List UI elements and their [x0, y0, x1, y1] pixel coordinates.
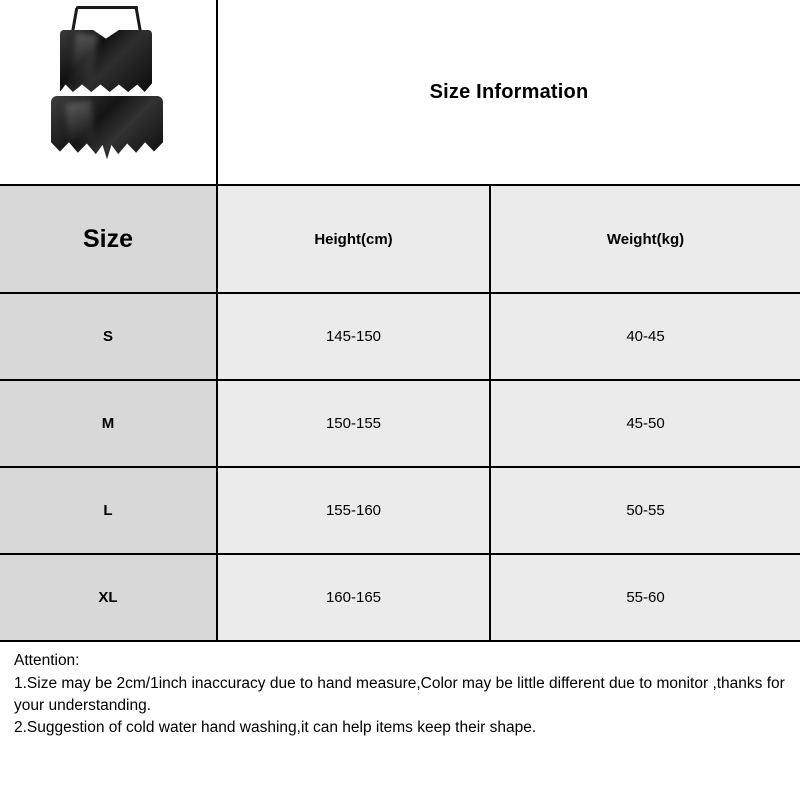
cell-size: S	[0, 294, 218, 379]
table-header-row	[0, 186, 800, 294]
header-row	[0, 0, 800, 186]
cell-weight: 45-50	[491, 381, 800, 466]
page-title: Size Information	[429, 80, 589, 103]
title-cell	[218, 0, 800, 184]
product-image-cell	[0, 0, 218, 184]
cell-height: 160-165	[218, 555, 491, 640]
cell-height: 150-155	[218, 381, 491, 466]
column-header-size: Size	[0, 186, 218, 292]
strap-top	[76, 6, 138, 9]
cell-weight: 55-60	[491, 555, 800, 640]
size-table	[0, 186, 800, 642]
shorts-highlight	[65, 101, 95, 143]
table-row	[0, 468, 800, 555]
table-row	[0, 381, 800, 468]
cell-weight: 40-45	[491, 294, 800, 379]
cell-size: L	[0, 468, 218, 553]
cell-height: 155-160	[218, 468, 491, 553]
cell-height: 145-150	[218, 294, 491, 379]
cell-weight: 50-55	[491, 468, 800, 553]
garment-illustration	[33, 4, 183, 180]
table-row	[0, 294, 800, 381]
table-row	[0, 555, 800, 642]
cell-size: XL	[0, 555, 218, 640]
attention-note	[0, 642, 800, 745]
column-header-height: Height(cm)	[218, 186, 491, 292]
cell-size: M	[0, 381, 218, 466]
attention-line-1: 1.Size may be 2cm/1inch inaccuracy due to hand measure,Color may be little different due to monitor ,thanks for your understanding.	[14, 675, 785, 714]
column-header-weight: Weight(kg)	[491, 186, 800, 292]
attention-line-2: 2.Suggestion of cold water hand washing,it can help items keep their shape.	[14, 719, 537, 736]
attention-title: Attention:	[14, 652, 80, 669]
